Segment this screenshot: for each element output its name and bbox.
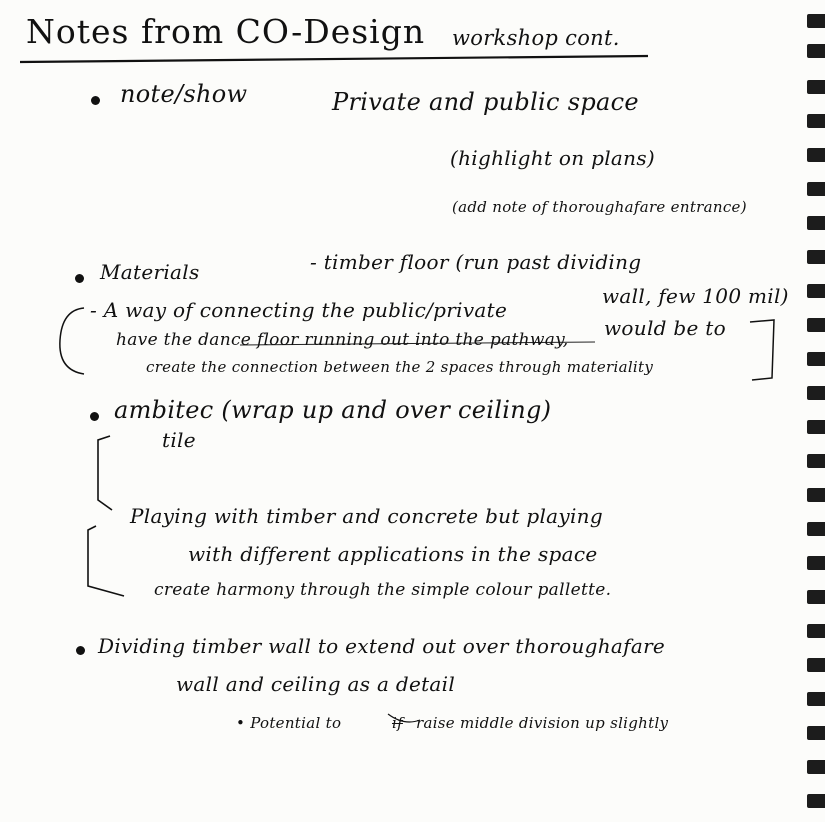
note-potential: • Potential to: [236, 714, 342, 732]
note-raise-division: raise middle division up slightly: [416, 714, 669, 732]
binding-ring: [807, 14, 825, 28]
note-connecting: - A way of connecting the public/private: [90, 298, 508, 322]
binding-ring: [807, 182, 825, 196]
binding-ring: [807, 522, 825, 536]
note-wall-few-mil: wall, few 100 mil): [602, 284, 789, 308]
note-materials: Materials: [100, 260, 200, 284]
note-private-public: Private and public space: [332, 88, 639, 116]
page-title-suffix: workshop cont.: [452, 26, 620, 50]
binding-ring: [807, 352, 825, 366]
note-highlight-plans: (highlight on plans): [450, 146, 655, 170]
binding-ring: [807, 726, 825, 740]
note-harmony: create harmony through the simple colour pallette.: [154, 580, 612, 600]
binding-ring: [807, 454, 825, 468]
note-crossed-out: if: [392, 714, 403, 732]
binding-ring: [807, 148, 825, 162]
page-title: Notes from CO-Design: [26, 12, 426, 51]
bullet-dot: [75, 274, 84, 283]
note-timber-floor: - timber floor (run past dividing: [310, 250, 642, 274]
binding-ring: [807, 216, 825, 230]
binding-ring: [807, 692, 825, 706]
binding-ring: [807, 80, 825, 94]
note-would-be: would be to: [604, 316, 726, 340]
binding-ring: [807, 556, 825, 570]
binding-ring: [807, 590, 825, 604]
binding-ring: [807, 250, 825, 264]
note-dance-floor: have the dance floor running out into the pathway,: [116, 330, 569, 350]
binding-ring: [807, 284, 825, 298]
note-dividing-wall: Dividing timber wall to extend out over thoroughafare: [98, 634, 666, 658]
note-wall-ceiling: wall and ceiling as a detail: [176, 672, 456, 696]
bullet-dot: [90, 412, 99, 421]
note-applications: with different applications in the space: [188, 542, 598, 566]
binding-ring: [807, 114, 825, 128]
binding-ring: [807, 624, 825, 638]
spiral-binding: [805, 0, 825, 822]
note-add-thoroughfare: (add note of thoroughafare entrance): [452, 198, 747, 216]
note-materiality: create the connection between the 2 spaces through materiality: [146, 358, 654, 376]
note-show: note/show: [120, 80, 248, 108]
note-tile: tile: [162, 428, 196, 452]
binding-ring: [807, 488, 825, 502]
binding-ring: [807, 386, 825, 400]
binding-ring: [807, 658, 825, 672]
binding-ring: [807, 760, 825, 774]
binding-ring: [807, 44, 825, 58]
binding-ring: [807, 420, 825, 434]
binding-ring: [807, 794, 825, 808]
binding-ring: [807, 318, 825, 332]
bullet-dot: [91, 96, 100, 105]
bullet-dot: [76, 646, 85, 655]
note-playing-timber: Playing with timber and concrete but playing: [130, 504, 603, 528]
note-ambitec: ambitec (wrap up and over ceiling): [114, 396, 552, 424]
